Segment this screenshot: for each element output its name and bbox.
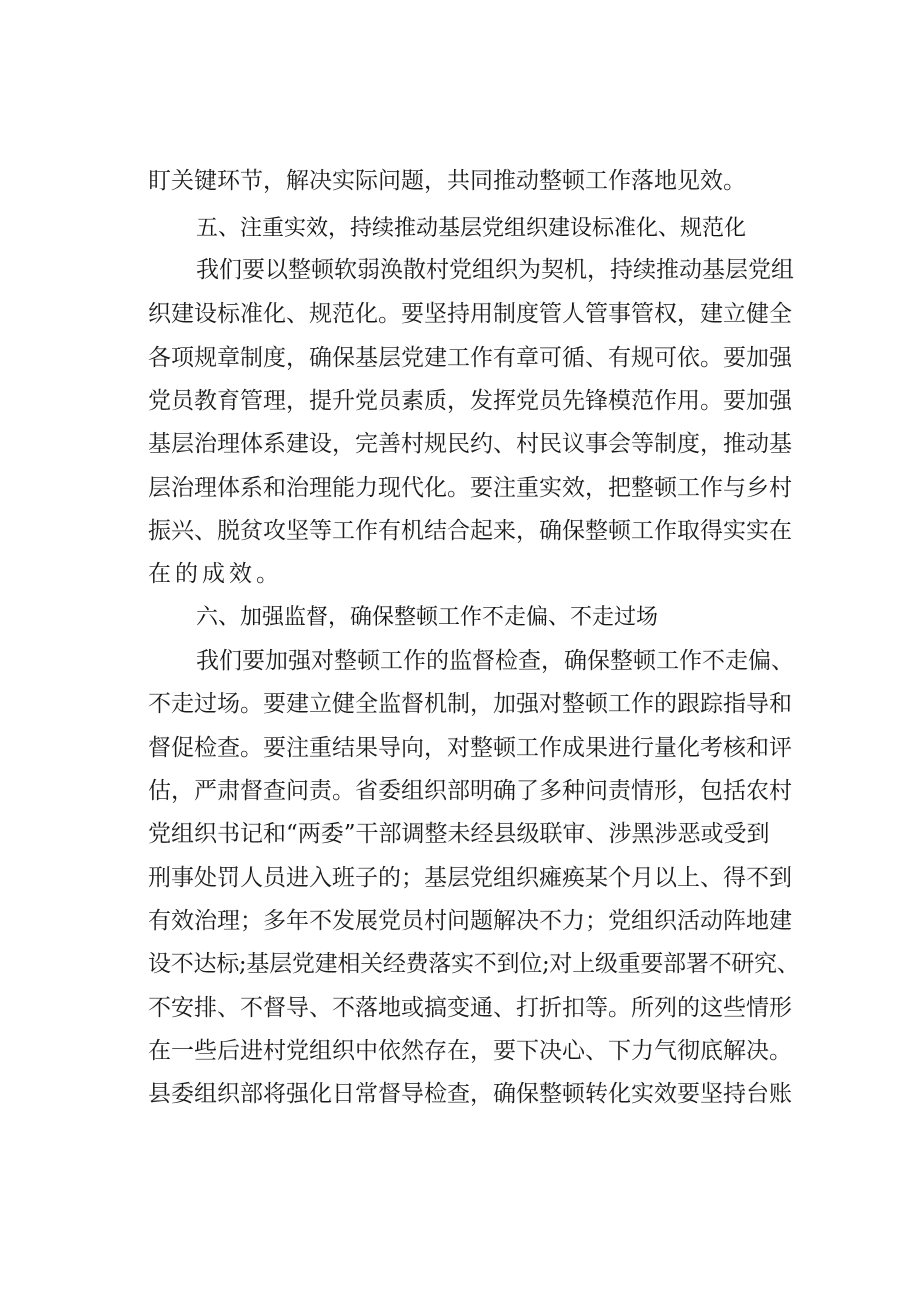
section-5-line-1: 我们要以整顿软弱涣散村党组织为契机，持续推动基层党组 — [196, 257, 794, 283]
section-5-line-5: 基层治理体系建设，完善村规民约、村民议事会等制度，推动基 — [148, 431, 792, 457]
section-6-line-7: 有效治理；多年不发展党员村问题解决不力；党组织活动阵地建 — [148, 908, 792, 934]
section-6-line-8: 设不达标;基层党建相关经费落实不到位;对上级重要部署不研究、 — [148, 951, 800, 977]
section-6-line-2: 不走过场。要建立健全监督机制，加强对整顿工作的跟踪指导和 — [148, 691, 792, 717]
section-6-line-11: 县委组织部将强化日常督导检查，确保整顿转化实效要坚持台账 — [148, 1081, 792, 1107]
intro-line: 盯关键环节，解决实际问题，共同推动整顿工作落地见效。 — [148, 168, 746, 194]
section-6-line-5: 党组织书记和“两委”干部调整未经县级联审、涉黑涉恶或受到 — [148, 821, 770, 847]
section-5-line-8: 在的成效。 — [148, 561, 283, 587]
section-5-line-2: 织建设标准化、规范化。要坚持用制度管人管事管权，建立健全 — [148, 301, 792, 327]
section-5-line-3: 各项规章制度，确保基层党建工作有章可循、有规可依。要加强 — [148, 345, 792, 371]
section-5-line-4: 党员教育管理，提升党员素质，发挥党员先锋模范作用。要加强 — [148, 388, 792, 414]
section-6-heading: 六、加强监督，确保整顿工作不走偏、不走过场 — [196, 605, 659, 630]
section-6-line-9: 不安排、不督导、不落地或搞变通、打折扣等。所列的这些情形 — [148, 995, 792, 1021]
section-6-line-4: 估，严肃督查问责。省委组织部明确了多种问责情形，包括农村 — [148, 778, 792, 804]
section-5-line-7: 振兴、脱贫攻坚等工作有机结合起来，确保整顿工作取得实实在 — [148, 518, 792, 544]
section-5-heading: 五、注重实效，持续推动基层党组织建设标准化、规范化 — [196, 216, 747, 241]
section-6-line-6: 刑事处罚人员进入班子的；基层党组织瘫痪某个月以上、得不到 — [148, 865, 792, 891]
section-6-line-10: 在一些后进村党组织中依然存在，要下决心、下力气彻底解决。 — [148, 1038, 792, 1064]
section-6-line-1: 我们要加强对整顿工作的监督检查，确保整顿工作不走偏、 — [196, 648, 794, 674]
section-6-line-3: 督促检查。要注重结果导向，对整顿工作成果进行量化考核和评 — [148, 735, 792, 761]
section-5-line-6: 层治理体系和治理能力现代化。要注重实效，把整顿工作与乡村 — [148, 475, 792, 501]
